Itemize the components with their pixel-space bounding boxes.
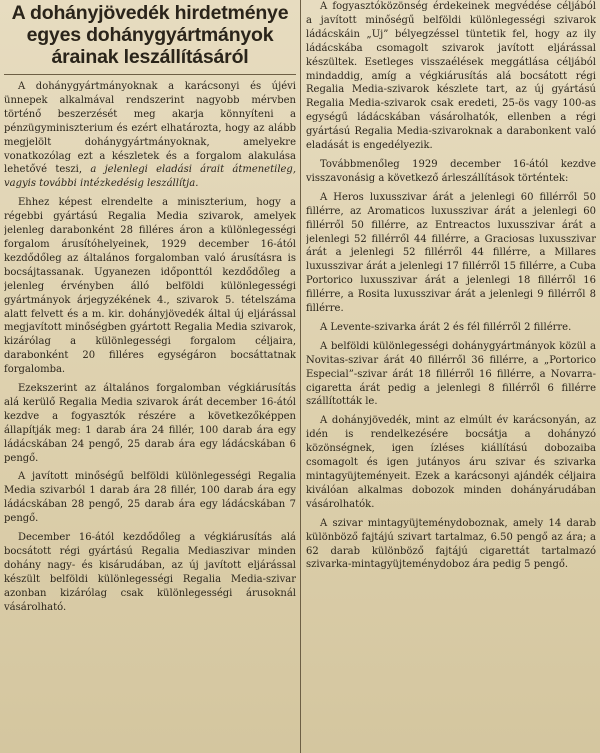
article-paragraph [306, 191, 596, 316]
paragraph-text: A szivar mintagyüjteménydoboznak, amely 14 darab különböző fajtájú szivart tartalmaz, 6.50 pengő az ára; a 62 darab különböző fajtájú cigarettát tartalmazó szivarka-mintagyüjteménydoboz ára pedig 5 pengő. [306, 517, 596, 571]
article-paragraph [306, 517, 596, 573]
paragraph-text: Ehhez képest elrendelte a miniszterium, hogy a régebbi gyártású Regalia Media szivarok, amelyek jelenleg darabonként 28 filléres áron a különlegességi forgalom árusítóhelyeinek, 1929 december 16-ától kezdődőleg az általános forgalomban való árusításra is bocsájtassanak. Ugyanezen időponttól kezdődőleg a jelenleg érvényben álló belföldi különlegességi gyártmányok árjegyzékének 4., szivarok 5. tételszáma alatt felvett és a m. kir. dohányjövedék által új eljárással megjavított minőségben gyártott Regalia Media szivarok, kizárólag a különlegességi forgalom céljaira, darabonként 20 filléres egységáron bocsáttatnak forgalomba. [4, 197, 296, 376]
paragraph-text: A javított minőségű belföldi különlegességi Regalia Media szivarból 1 darab ára 28 fillér, 100 darab ára egy ládácskában 28 pengő, 25 darab ára egy ládácskában 7 pengő. [4, 471, 296, 525]
emphasized-text: a jelenlegi eladási árait átmenetileg, vagyis további intézkedésig leszállítja. [4, 164, 296, 190]
left-column-body [4, 80, 296, 615]
paragraph-text: A belföldi különlegességi dohánygyártmányok közül a Novitas-szivar árát 40 fillérről 36 fillérre, a „Portorico Especial”-szivar árát 18 fillérről 16 fillérre, a Novarra-cigaretta árát pedig a jelenlegi 8 fillérről 6 fillérre szállították le. [306, 340, 596, 408]
article-paragraph [306, 158, 596, 186]
article-paragraph [4, 470, 296, 526]
paragraph-text: A Heros luxusszivar árát a jelenlegi 60 fillérről 50 fillérre, az Aromaticos luxusszivar árát a jelenlegi 60 fillérről 50 fillérre, az Entreactos luxusszivar árát a jelenlegi 52 fillérről 44 fillérre, a Graciosas luxusszivar árát a jelenlegi 52 fillérről 44 fillérre, a Millares luxusszivar árát a jelenlegi 17 fillérről 15 fillérre, a Cuba Portorico luxusszivar árát a jelenlegi 18 fillérről 16 fillérre, a Rosita luxusszivar árát a jelenlegi 9 fillérről 8 fillérre. [306, 191, 596, 315]
right-column [306, 0, 596, 753]
right-column-body [306, 0, 596, 572]
article-paragraph [306, 340, 596, 410]
left-column [4, 0, 296, 753]
article-paragraph [306, 414, 596, 511]
article-paragraph [4, 382, 296, 465]
paragraph-text: A fogyasztóközönség érdekeinek megvédése céljából a javított minőségű belföldi különlegességi szivarok ládácskáin „Uj” bélyegzéssel tüntetik fel, hogy az ily ládácskába csomagolt szivarok javított eljárással készültek. Esetleges visszaélések meggátlása céljából mindaddig, amíg a végkiárusítás alá bocsátott régi Regalia Media-szivarok készlete tart, az új gyártású Regalia Media-szivarok csak eredeti, 25-ös vagy 100-as egységű ládácskában vásárolhatók, ellenben a régi gyártású Regalia Media-szivaroknak a darabonkent való eladását is engedélyezik. [306, 1, 596, 152]
article-paragraph [4, 531, 296, 614]
paragraph-text: A dohányjövedék, mint az elmúlt év karácsonyán, az idén is rendelkezésére bocsátja a dohányzó közönségnek, igen ízléses kiállítású dobozaiba csomagolt és igen jutányos áru szivar és szivarka mintagyüjteményeit. Ezek a karácsonyi ajándék céljaira kiválóan alkalmas dobozok minden dohányárudában vásárolhatók. [306, 415, 596, 510]
article-paragraph [4, 196, 296, 377]
title-divider [4, 74, 296, 75]
column-divider [300, 0, 301, 753]
paragraph-text: A Levente-szivarka árát 2 és fél fillérről 2 fillérre. [320, 321, 572, 333]
paragraph-text: Továbbmenőleg 1929 december 16-ától kezdve visszavonásig a következő árleszállítások történtek: [306, 158, 596, 184]
paragraph-text: December 16-ától kezdődőleg a végkiárusítás alá bocsátott régi gyártású Regalia Mediaszivar minden dohány nagy- és kisárudában, az új javított eljárással készült belföldi különlegességi Regalia Media-szivar azonban kizárólag csak különlegességi árusoknál vásárolható. [4, 532, 296, 613]
article-paragraph [306, 321, 596, 335]
article-paragraph [306, 0, 596, 153]
article-paragraph [4, 80, 296, 191]
paragraph-text: Ezekszerint az általános forgalomban végkiárusítás alá kerülő Regalia Media szivarok árát december 16-ától kezdve a fogyasztók részére a következőképpen állapítják meg: 1 darab ára 24 fillér, 100 darab ára egy ládácskában 24 pengő, 25 darab ára egy ládácskában 6 pengő. [4, 383, 296, 464]
paragraph-text: A dohánygyártmányoknak a karácsonyi és újévi ünnepek alkalmával rendszerint nagyobb mérvben történő beszerzését meg akarja könnyíteni a pénzügyminiszterium és ezért elhatározta, hogy az alább megjelölt dohánygyártmányoknak, amelyekre vonatkozólag ezt a készletek és a forgalom alakulása lehetővé teszi, [4, 81, 296, 176]
article-title: A dohányjövedék hirdetménye egyes dohánygyártmányok árainak leszállításáról [11, 2, 289, 68]
